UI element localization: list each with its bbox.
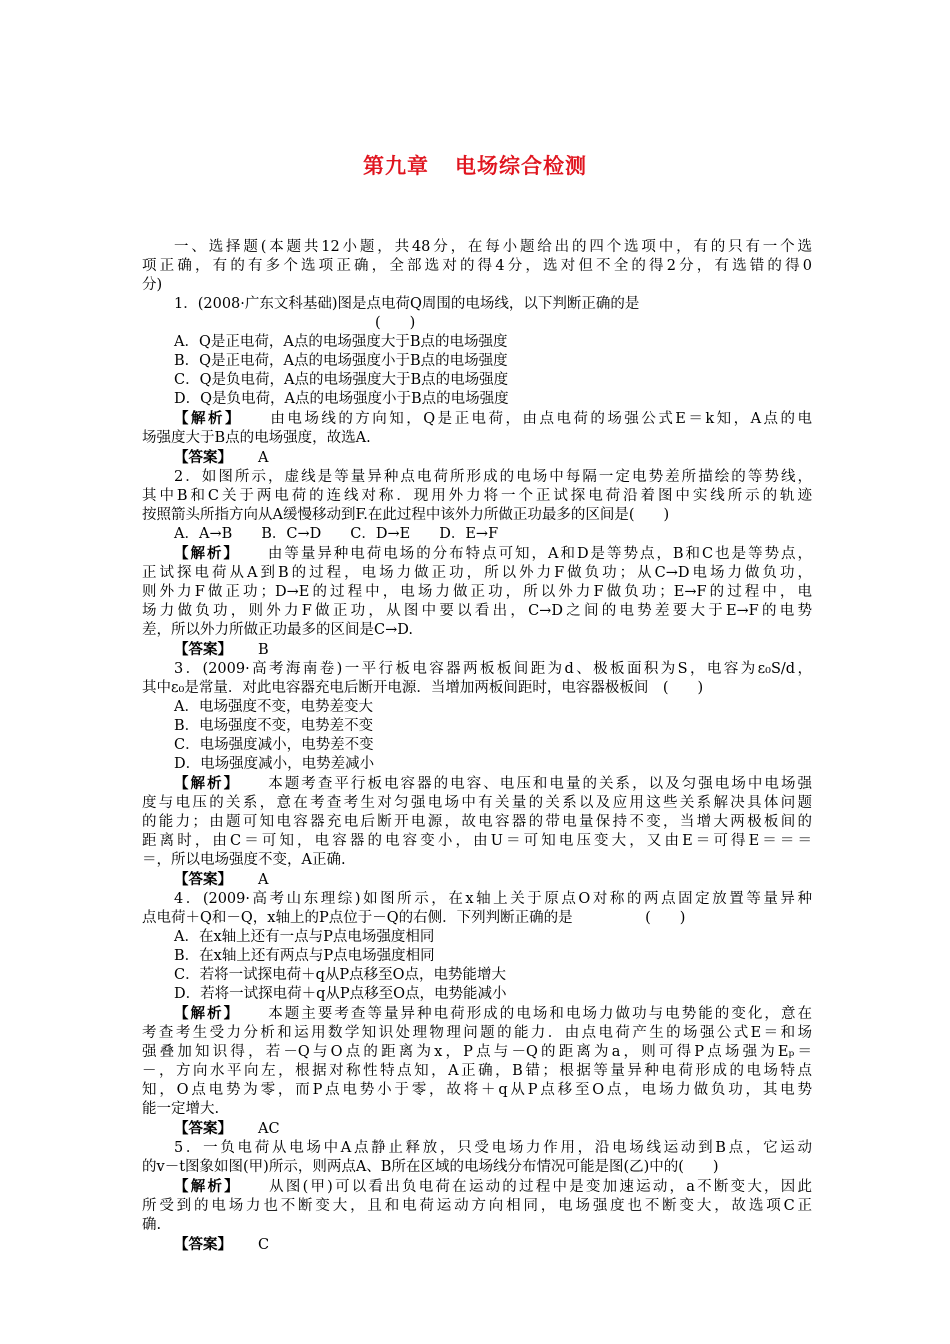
question-stem: 1．(2008·广东文科基础)图是点电荷Q周围的电场线，以下判断正确的是	[174, 296, 640, 312]
analysis-line	[142, 544, 812, 564]
section-intro-line: 一、选择题(本题共12小题，共48分，在每小题给出的四个选项中，有的只有一个选	[174, 239, 812, 255]
answer-line	[142, 870, 812, 890]
analysis-line	[142, 1004, 812, 1024]
analysis-text: 本题主要考查等量异种电荷形成的电场和电场力做功与电势能的变化，意在	[266, 1006, 813, 1022]
chapter-name: 电场综合检测	[455, 153, 587, 178]
option: B．在x轴上还有两点与P点电场强度相同	[174, 948, 435, 964]
question-stem: 其中B和C关于两电荷的连线对称．现用外力将一个正试探电荷沿着图中实线所示的轨迹	[142, 488, 812, 504]
answer-value: C	[258, 1237, 270, 1253]
analysis-line	[142, 1177, 812, 1197]
answer-value: AC	[258, 1121, 280, 1137]
analysis-label: 【解析】	[174, 545, 240, 562]
option: B．Q是正电荷，A点的电场强度小于B点的电场强度	[174, 353, 508, 369]
section-intro-line: 项正确，有的有多个选项正确，全部选对的得4分，选对但不全的得2分，有选错的得0	[142, 258, 812, 274]
answer-label: 【答案】	[174, 449, 232, 466]
option: D．电场强度减小，电势差减小	[174, 756, 375, 772]
answer-line	[142, 1119, 812, 1139]
question-stem: 点电荷＋Q和－Q，x轴上的P点位于－Q的右侧．下列判断正确的是 ( )	[142, 910, 686, 926]
answer-line	[142, 640, 812, 660]
analysis-text: 本题考查平行板电容器的电容、电压和电量的关系，以及匀强电场中电场强	[266, 776, 813, 792]
analysis-text: 由电场线的方向知，Q是正电荷，由点电荷的场强公式E＝k知，A点的电	[267, 411, 812, 427]
section-intro-line: 分)	[142, 277, 163, 293]
options-inline: A．A→B B．C→D C．D→E D．E→F	[174, 526, 499, 542]
option: A．电场强度不变，电势差变大	[174, 699, 373, 715]
analysis-line: 所受到的电场力也不断变大，且和电荷运动方向相同，电场强度也不断变大，故选项C正	[142, 1198, 812, 1214]
answer-line	[142, 448, 812, 468]
analysis-label: 【解析】	[174, 1178, 241, 1195]
analysis-line	[142, 409, 812, 429]
analysis-line: 正试探电荷从A到B的过程，电场力做正功，所以外力F做负功；从C→D电场力做负功，	[142, 565, 812, 581]
analysis-line	[142, 774, 812, 794]
analysis-line: 则外力F做正功；D→E的过程中，电场力做正功，所以外力F做负功；E→F的过程中，电	[142, 584, 812, 600]
analysis-line: 知，O点电势为零，而P点电势小于零，故将＋q从P点移至O点，电场力做负功，其电势	[142, 1082, 812, 1098]
question-stem: 5．一负电荷从电场中A点静止释放，只受电场力作用，沿电场线运动到B点，它运动	[174, 1140, 812, 1156]
analysis-line: 考查考生受力分析和运用数学知识处理物理问题的能力．由点电荷产生的场强公式E＝和场	[142, 1025, 812, 1041]
chapter-label: 第九章	[363, 153, 429, 178]
option: C．若将一试探电荷＋q从P点移至O点，电势能增大	[174, 967, 507, 983]
analysis-line: 场强度大于B点的电场强度，故选A.	[142, 430, 371, 446]
option: A．Q是正电荷，A点的电场强度大于B点的电场强度	[174, 334, 508, 350]
question-stem: 按照箭头所指方向从A缓慢移动到F.在此过程中该外力所做正功最多的区间是( )	[142, 507, 670, 523]
option: B．电场强度不变，电势差不变	[174, 718, 374, 734]
page-title	[0, 150, 950, 180]
analysis-text: 由等量异种电荷电场的分布特点可知，A和D是等势点，B和C也是等势点，	[265, 546, 812, 562]
document-body	[142, 238, 812, 1255]
question-stem: 其中ε₀是常量．对此电容器充电后断开电源．当增加两板间距时，电容器极板间 ( )	[142, 680, 704, 696]
answer-label: 【答案】	[174, 871, 232, 888]
answer-label: 【答案】	[174, 641, 232, 658]
analysis-line: －，方向水平向左，根据对称性特点知，A正确，B错；根据等量异种电荷形成的电场特点	[142, 1063, 812, 1079]
question-stem: 2．如图所示，虚线是等量异种点电荷所形成的电场中每隔一定电势差所描绘的等势线，	[174, 469, 812, 485]
answer-label: 【答案】	[174, 1236, 232, 1253]
analysis-line: 确.	[142, 1217, 162, 1233]
analysis-line: 度与电压的关系，意在考查考生对匀强电场中有关量的关系以及应用这些关系解决具体问题	[142, 795, 812, 811]
analysis-line: 差，所以外力所做正功最多的区间是C→D.	[142, 622, 413, 638]
answer-parenthesis: ( )	[375, 315, 416, 331]
analysis-text: 从图(甲)可以看出负电荷在运动的过程中是变加速运动，a不断变大，因此	[266, 1179, 812, 1195]
answer-value: B	[258, 642, 269, 658]
option: C．电场强度减小，电势差不变	[174, 737, 374, 753]
analysis-label: 【解析】	[174, 1005, 241, 1022]
answer-line	[142, 1235, 812, 1255]
analysis-line: 强叠加知识得，若－Q与O点的距离为x，P点与－Q的距离为a，则可得P点场强为Eₚ＝	[142, 1044, 812, 1060]
option: D．若将一试探电荷＋q从P点移至O点，电势能减小	[174, 986, 507, 1002]
option: C．Q是负电荷，A点的电场强度大于B点的电场强度	[174, 372, 509, 388]
analysis-label: 【解析】	[174, 775, 241, 792]
analysis-line: ＝，所以电场强度不变，A正确.	[142, 852, 346, 868]
answer-label: 【答案】	[174, 1120, 232, 1137]
analysis-line: 距离时，由C＝可知，电容器的电容变小，由U＝可知电压变大，又由E＝可得E＝＝＝	[142, 833, 812, 849]
analysis-line: 场力做负功，则外力F做正功，从图中要以看出，C→D之间的电势差要大于E→F的电势	[142, 603, 812, 619]
option: A．在x轴上还有一点与P点电场强度相同	[174, 929, 435, 945]
question-stem: 的v－t图象如图(甲)所示，则两点A、B所在区域的电场线分布情况可能是图(乙)中的( )	[142, 1159, 719, 1175]
analysis-line: 能一定增大.	[142, 1101, 220, 1117]
answer-value: A	[258, 872, 269, 888]
analysis-label: 【解析】	[174, 410, 242, 427]
answer-value: A	[258, 450, 269, 466]
question-stem: 4．(2009·高考山东理综)如图所示，在x轴上关于原点O对称的两点固定放置等量异种	[174, 891, 812, 907]
option: D．Q是负电荷，A点的电场强度小于B点的电场强度	[174, 391, 509, 407]
analysis-line: 的能力；由题可知电容器充电后断开电源，故电容器的带电量保持不变，当增大两极板间的	[142, 814, 812, 830]
question-stem: 3．(2009·高考海南卷)一平行板电容器两板板间距为d、极板面积为S，电容为ε₀S/d，	[174, 661, 812, 677]
